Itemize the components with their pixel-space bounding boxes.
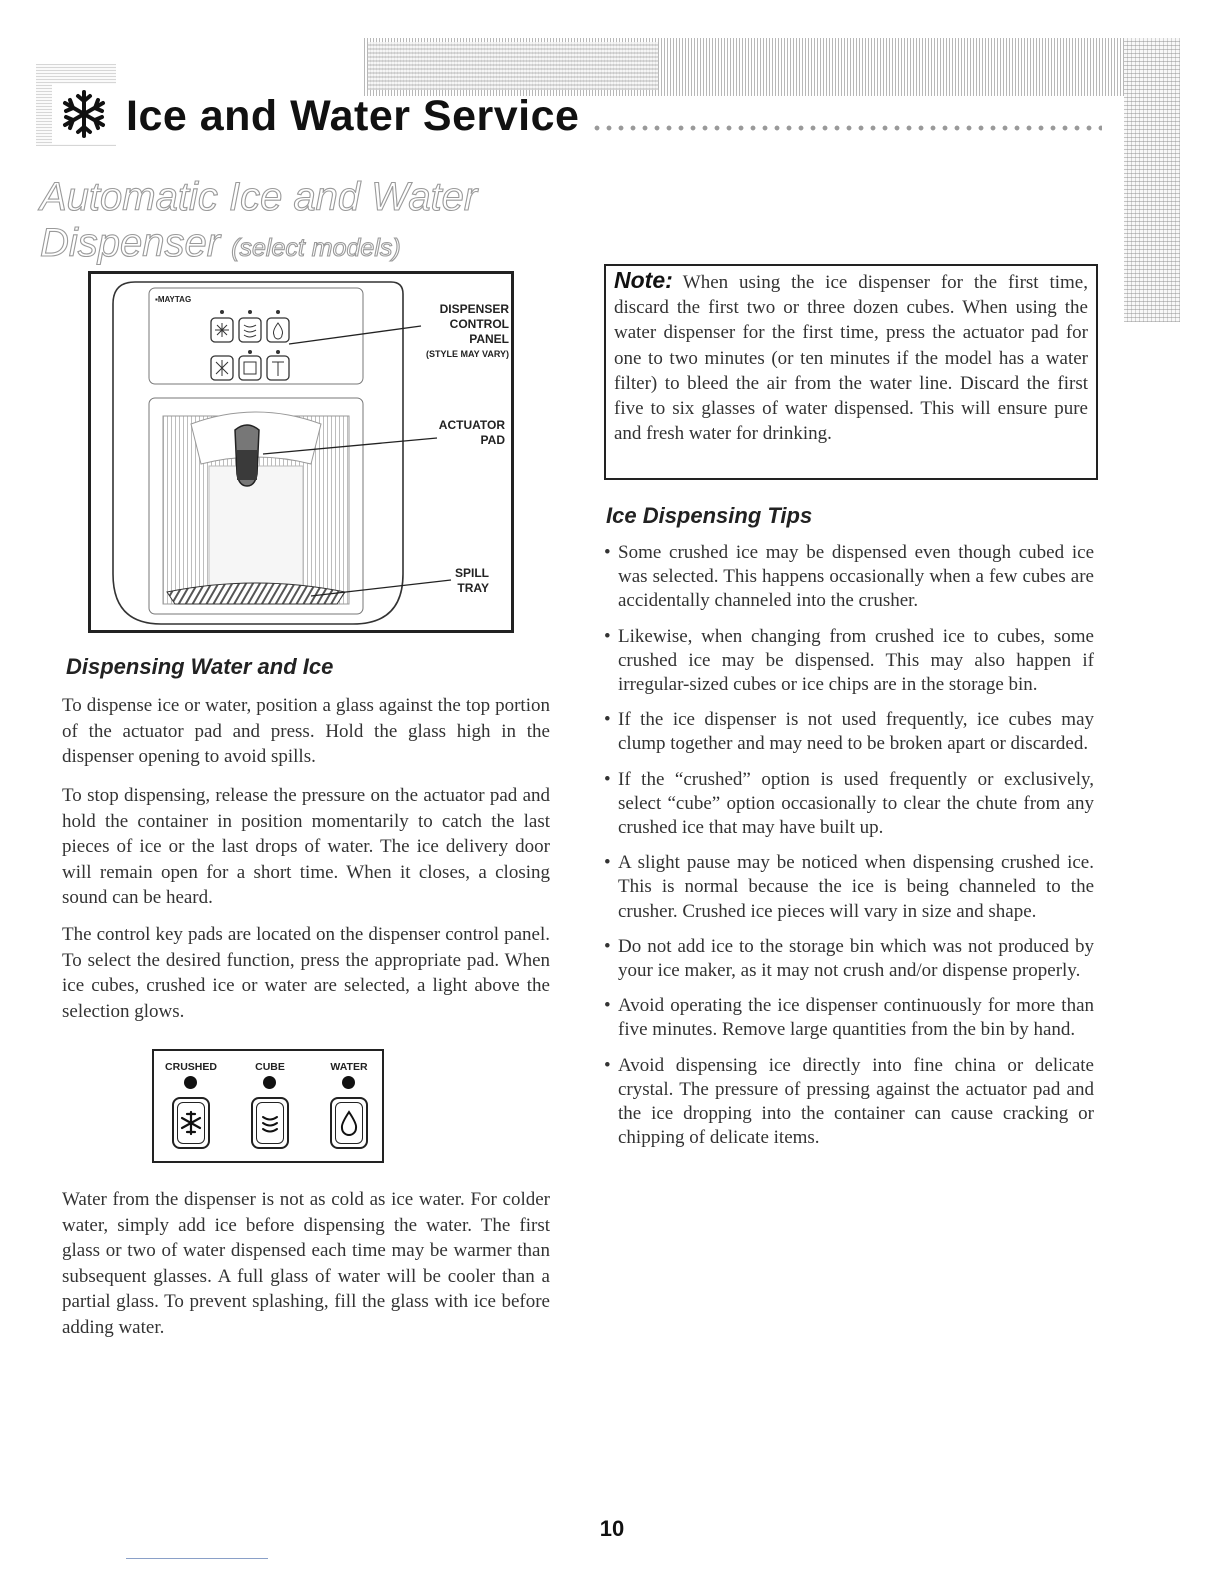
tip-item: • Some crushed ice may be dispensed even though cubed ice was selected. This happens occasionally when a few cubes are accidentally channeled into the crusher. [604, 541, 1094, 614]
callout-line: TRAY [457, 581, 489, 595]
callout-line: DISPENSER [439, 302, 509, 316]
page-number: 10 [599, 1516, 625, 1541]
key-label-crushed: CRUSHED [165, 1061, 217, 1073]
callout-actuator-pad [409, 418, 505, 448]
subtitle-line-2 [40, 220, 477, 271]
note-text: When using the ice dispenser for the first time, discard the first two or three dozen cubes. When using the water dispenser for the first time, press the actuator pad for one to two minutes (or ten minutes if the model has a water filter) to bleed the air from the water line. Discard the first five to six glasses of water dispensed. This will ensure pure and fresh water for drinking. [614, 272, 1088, 445]
tip-item: • A slight pause may be noticed when dispensing crushed ice. This is normal because the ice is being channeled to the crusher. Crushed ice pieces will vary in size and shape. [604, 851, 1094, 924]
subtitle-line-1: Automatic Ice and Water [40, 175, 478, 219]
note-paragraph [614, 268, 1088, 446]
callout-line: CONTROL [449, 317, 509, 331]
dispensing-paragraph: To dispense ice or water, position a glass against the top portion of the actuator pad and press. Hold the glass high in the dispenser opening to avoid spills. [62, 695, 550, 768]
tip-item: • Do not add ice to the storage bin which was not produced by your ice maker, as it may not crush and/or dispense properly. [604, 935, 1094, 983]
header-band-shade [368, 42, 658, 90]
key-label-cube: CUBE [255, 1061, 285, 1073]
water-indicator-light [342, 1076, 355, 1089]
tip-item: • If the “crushed” option is used frequently or exclusively, select “cube” option occasionally to clear the chute from any crushed ice that may have built up. [604, 768, 1094, 841]
crushed-ice-pad[interactable] [172, 1097, 210, 1149]
page-title: Ice and Water Service [126, 92, 580, 140]
water-pad[interactable] [330, 1097, 368, 1149]
callout-dispenser-control-panel [409, 302, 509, 362]
note-label: Note: [614, 267, 673, 293]
dispensing-paragraph: The control key pads are located on the dispenser control panel. To select the desired function, press the appropriate pad. When ice cubes, crushed ice or water are selected, a light above the selection glows. [62, 924, 550, 1022]
dispenser-illustration [88, 271, 514, 633]
dispensing-paragraph: To stop dispensing, release the pressure on the actuator pad and hold the container in position momentarily to catch the last pieces of ice or the last drops of water. The ice delivery door will remain open for a short time. When it closes, a closing sound can be heard. [62, 785, 550, 909]
cube-indicator-light [263, 1076, 276, 1089]
callout-line: PAD [480, 433, 505, 447]
cube-ice-pad[interactable] [251, 1097, 289, 1149]
tip-item: • Avoid dispensing ice directly into fine china or delicate crystal. The pressure of pressing against the actuator pad and the ice dropping into the container can cause cracking or chipping of delicate items. [604, 1054, 1094, 1151]
svg-text:▪MAYTAG: ▪MAYTAG [155, 295, 192, 304]
dispensing-heading: Dispensing Water and Ice [66, 654, 334, 679]
tip-item: • Likewise, when changing from crushed ice to cubes, some crushed ice may be dispensed. This may also happen if irregular-sized cubes or ice chips are in the storage bin. [604, 625, 1094, 698]
ice-cube-icon [258, 1108, 282, 1138]
key-label-water: WATER [330, 1061, 368, 1073]
subtitle-select-models: (select models) [231, 234, 401, 262]
tip-item: • Avoid operating the ice dispenser continuously for more than five minutes. Remove large quantities from the bin by hand. [604, 994, 1094, 1042]
tips-heading: Ice Dispensing Tips [606, 503, 813, 528]
section-subtitle [40, 174, 477, 271]
callout-line: (STYLE MAY VARY) [425, 349, 509, 359]
snowflake-icon [52, 84, 116, 144]
title-dot-leader [594, 124, 1102, 132]
subtitle-main: Dispenser [40, 221, 221, 265]
crushed-indicator-light [184, 1076, 197, 1089]
callout-line: ACTUATOR [438, 418, 505, 432]
crushed-ice-icon [179, 1108, 203, 1138]
note-box [604, 264, 1098, 480]
footer-rule [126, 1558, 268, 1559]
header-side-bar [1124, 38, 1180, 322]
tips-list [604, 541, 1094, 1150]
callout-line: PANEL [469, 332, 509, 346]
tip-item: • If the ice dispenser is not used frequently, ice cubes may clump together and may need to be broken apart or discarded. [604, 708, 1094, 756]
water-drop-icon [337, 1108, 361, 1138]
water-temperature-paragraph: Water from the dispenser is not as cold as ice water. For colder water, simply add ice before dispensing the water. The first glass or two of water dispensed each time may be warmer than subsequent glasses. A full glass of water will be cooler than a partial glass. To prevent splashing, fill the glass with ice before adding water. [62, 1189, 550, 1338]
control-key-panel [152, 1049, 384, 1163]
callout-line: SPILL [454, 566, 489, 580]
callout-spill-tray [409, 566, 489, 596]
